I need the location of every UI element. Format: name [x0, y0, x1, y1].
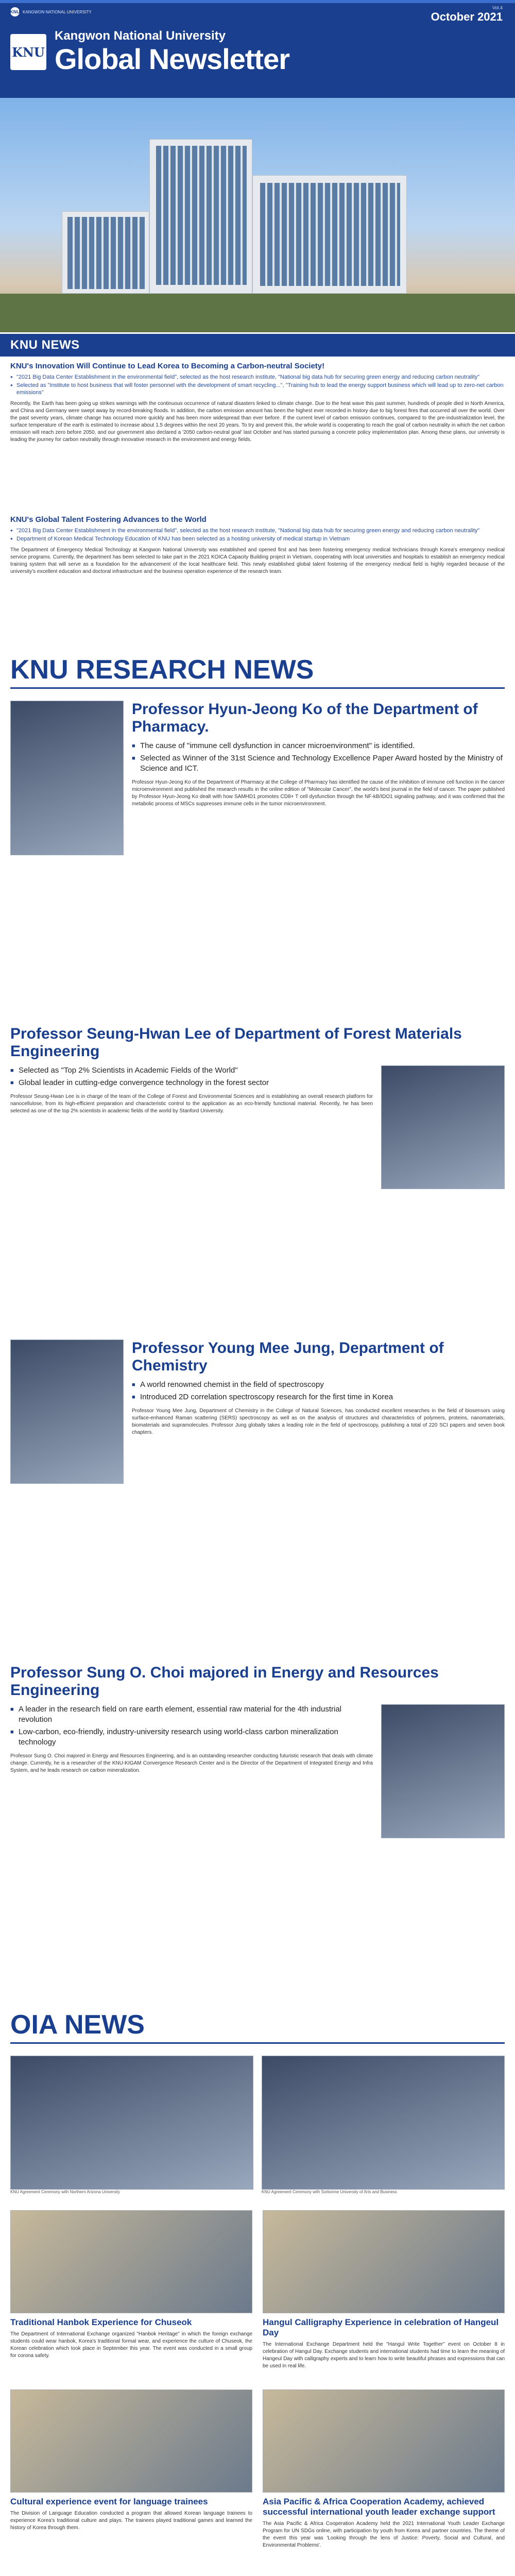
newsletter-title: Global Newsletter	[55, 43, 290, 75]
oia-item-body: The International Exchange Department held the "Hangul Write Together" event on October 8 in celebration of Hangul Day. Exchange students and international students had time to learn the meaning of Hangeul Day with calligraphy experts and to learn how to write beautiful phrases and expressions that can be used in real life.	[263, 2342, 505, 2369]
research-item-4	[10, 1664, 505, 1838]
article-bullet: ● "2021 Big Data Center Establishment in the environmental field", selected as the host research institute, "National big data hub for securing green energy and reducing carbon neutrality"	[10, 527, 505, 534]
article-bullets	[10, 527, 505, 543]
brand-logo-icon: KNU	[10, 7, 20, 16]
building-windows	[67, 217, 145, 289]
issue-info	[431, 5, 503, 24]
professor-title: Professor Seung-Hwan Lee of Department of Forest Materials Engineering	[10, 1025, 462, 1060]
research-bullets	[132, 741, 505, 774]
research-text	[10, 1704, 373, 1838]
brand	[10, 7, 92, 16]
brand-text: KANGWON NATIONAL UNIVERSITY	[23, 9, 92, 14]
research-body: Professor Young Mee Jung, Department of Chemistry in the College of Natural Sciences, has conducted excellent researches in the field of biosensors using surface-enhanced Raman scattering (SERS) spectroscopy as well as on the analysis of structures and characteristics of polymers, proteins, nanomaterials, biomaterials and supramolecules. Professor Jung globally takes a leading role in the field of spectroscopy, publishing a total of 220 SCI papers and seven book chapters.	[132, 1408, 505, 1435]
agreement-photo	[10, 2056, 253, 2190]
article-bullets	[10, 374, 505, 396]
research-bullet: ■ The cause of "immune cell dysfunction in cancer microenvironment" is identified.	[132, 741, 505, 751]
article-bullet: ● Selected as "Institute to host business that will foster personnel with the development of smart recycling...", "Training hub to lead the energy support business which will lead up to zero-net carbon emissions"	[10, 382, 505, 396]
oia-item-title: Traditional Hanbok Experience for Chuseok	[10, 2317, 192, 2327]
oia-photo-block	[262, 2056, 505, 2194]
oia-item-title: Cultural experience event for language trainees	[10, 2497, 208, 2506]
research-text	[10, 1065, 373, 1189]
oia-photo	[263, 2210, 505, 2313]
university-name: Kangwon National University	[55, 29, 226, 43]
research-body: Professor Seung-Hwan Lee is in charge of the team of the College of Forest and Environmental Sciences and is establishing an overall research platform for nanocellulose, from its high-efficient preparation and characteristic control to the application as an eco-friendly functional material. Recently, he has been selected as one of the top 2% scientists in academic fields of the world by Stanford University.	[10, 1094, 373, 1114]
oia-top-photos	[10, 2056, 505, 2194]
oia-photo-block	[10, 2056, 253, 2194]
knu-news-banner	[0, 334, 515, 357]
article-bullet: ● "2021 Big Data Center Establishment in the environmental field", selected as the host research institute, "National big data hub for securing green energy and reducing carbon neutrality"	[10, 374, 505, 381]
research-bullets	[132, 1380, 505, 1402]
article-title: KNU's Innovation Will Continue to Lead Korea to Becoming a Carbon-neutral Society!	[10, 362, 325, 370]
article-body: The Department of Emergency Medical Technology at Kangwon National University was established and opened first and has been fostering emergency medical technicians through Korea's emergency medical service programs. Currently, the department has been selected to take part in the 2021 KOICA Capacity Building project in Vietnam, cooperating with local universities and hospitals to establish an emergency medical training system that will serve as a foundation for the advancement of the local healthcare field. This newly established global talent fostering of the emergency medical field is highly regarded because of the university's excellent education and doctoral infrastructure and the business operation experience of the research team.	[10, 547, 505, 574]
research-text	[132, 1340, 505, 1484]
hero-lawn	[0, 294, 515, 332]
research-bullet: ■ A world renowned chemist in the field of spectroscopy	[132, 1380, 505, 1390]
research-row	[10, 701, 505, 855]
oia-item-title: Hangul Calligraphy Experience in celebration of Hangeul Day	[263, 2317, 499, 2337]
oia-item-title: Asia Pacific & Africa Cooperation Academy, achieved successful international youth leader exchange support	[263, 2497, 495, 2517]
oia-photo-row	[10, 2056, 505, 2194]
building-windows	[260, 183, 400, 286]
hero-campus-image	[0, 98, 515, 332]
professor-title: Professor Sung O. Choi majored in Energy and Resources Engineering	[10, 1664, 439, 1699]
research-bullets	[10, 1704, 373, 1748]
article-title: KNU's Global Talent Fostering Advances to the World	[10, 515, 207, 524]
issue-month: October 2021	[431, 10, 503, 23]
knu-news-article-1	[10, 362, 505, 448]
research-bullet: ■ Selected as Winner of the 31st Science and Technology Excellence Paper Award hosted by the Ministry of Science and ICT.	[132, 753, 505, 774]
research-bullet: ■ Introduced 2D correlation spectroscopy research for the first time in Korea	[132, 1392, 505, 1402]
research-body: Professor Sung O. Choi majored in Energy and Resources Engineering, and is an outstanding researcher conducting futuristic research that deals with climate change. Currently, he is a researcher of the KNU-KIGAM Convergence Research Center and is the Director of the Department of Integrated Energy and Infra System, and he leads research on carbon mineralization.	[10, 1753, 373, 1773]
professor-photo	[10, 701, 124, 855]
research-bullet: ■ A leader in the research field on rare earth element, essential raw material for the 4th industrial revolution	[10, 1704, 373, 1725]
oia-photo	[10, 2210, 252, 2313]
photo-caption: KNU Agreement Ceremony with Northern Arizona University	[10, 2190, 120, 2194]
research-body: Professor Hyun-Jeong Ko of the Department of Pharmacy at the College of Pharmacy has identified the cause of the inhibition of immune cell function in the cancer microenvironment and published the research results in the online edition of "Molecular Cancer", the world's best journal in the field of cancer. The paper published by Professor Hyun-Jeong Ko dealt with how SAMHD1 promotes CD8+ T cell dysfunction through the NF-kB/IDO1 signaling pathway, and it was confirmed that the metabolic process of MSCs suppresses immune cells in the tumor microenvironment.	[132, 779, 505, 807]
oia-item	[10, 2389, 252, 2553]
research-item-1	[10, 701, 505, 855]
photo-caption: KNU Agreement Ceremony with Sorbonne University of Arts and Business	[262, 2190, 397, 2194]
oia-item-body: The Division of Language Education conducted a program that allowed Korean language trainees to experience Korea's traditional culture and plays. The trainees played traditional games and learned the history of Korea through them.	[10, 2511, 252, 2531]
research-bullet: ■ Low-carbon, eco-friendly, industry-university research using world-class carbon mineralization technology	[10, 1727, 373, 1748]
research-row	[10, 1065, 505, 1189]
oia-title: OIA NEWS	[10, 2009, 505, 2044]
knu-logo-icon: KNU	[10, 34, 46, 70]
research-title: KNU RESEARCH NEWS	[10, 654, 505, 689]
oia-item	[263, 2210, 505, 2374]
research-bullet: ■ Selected as "Top 2% Scientists in Academic Fields of the World"	[10, 1065, 373, 1076]
research-item-3	[10, 1340, 505, 1484]
article-bullet: ● Department of Korean Medical Technology Education of KNU has been selected as a hosting university of medical startup in Vietnam	[10, 535, 505, 543]
research-bullet: ■ Global leader in cutting-edge convergence technology in the forest sector	[10, 1078, 373, 1088]
professor-title: Professor Hyun-Jeong Ko of the Department of Pharmacy.	[132, 701, 478, 735]
building-low	[62, 211, 149, 294]
knu-news-article-2	[10, 515, 505, 580]
header	[0, 0, 515, 98]
oia-photo	[10, 2389, 252, 2493]
oia-section-title	[10, 2009, 505, 2044]
oia-photo	[263, 2389, 505, 2493]
issue-volume: Vol.4	[492, 5, 503, 10]
oia-item-body: The Asia Pacific & Africa Cooperation Academy held the 2021 International Youth Leader Exchange Program for UN SDGs online, with participation by youth from Korea and partner countries. The theme of the event this year was 'Looking through the lens of Justice: Poverty, Social and Cultural, and Environmental Problems'.	[263, 2521, 505, 2548]
building-wing	[252, 175, 407, 294]
title-block	[10, 29, 289, 75]
research-section-title	[10, 654, 505, 689]
building-windows	[156, 146, 247, 285]
agreement-photo	[262, 2056, 505, 2190]
professor-title: Professor Young Mee Jung, Department of Chemistry	[132, 1340, 444, 1374]
header-stripe	[0, 0, 515, 3]
professor-photo	[10, 1340, 124, 1484]
oia-item	[10, 2210, 252, 2374]
article-body: Recently, the Earth has been going up strikes warnings with the continuous occurrence of natural disasters linked to climate change. Due to the heat wave this past summer, hundreds of people died in North America, and China and Germany were swept away by record-breaking floods. In addition, the carbon emission amount has been the highest ever recorded in history due to big forest fires that occurred all over the world. Over the past seventy years, climate change has occurred more quickly and has been more widespread than ever before. If the current level of carbon emission continues, compared to the pre-industrialization level, the surface temperature of the earth is estimated to increase about 1.5 degrees within the next 20 years. To try and prevent this, the whole world is cooperating to reach the goal of carbon neutrality in which the net carbon emission will reach zero before 2050, and our government also declared a '2050 carbon-neutral goal' last October and has started pursuing a concrete policy implementation plan. Among these plans, our university is leading the journey for carbon neutrality through innovative research in the environment and energy fields.	[10, 401, 505, 443]
professor-photo	[381, 1704, 505, 1838]
research-text	[132, 701, 505, 855]
oia-grid	[10, 2210, 505, 2553]
oia-item	[263, 2389, 505, 2553]
research-item-2	[10, 1025, 505, 1189]
knu-news-title: KNU NEWS	[10, 338, 80, 352]
professor-photo	[381, 1065, 505, 1189]
building-tower	[149, 139, 252, 294]
research-row	[10, 1340, 505, 1484]
research-bullets	[10, 1065, 373, 1088]
oia-item-body: The Department of International Exchange organized "Hanbok Heritage" in which the foreign exchange students could wear hanbok, Korea's traditional formal wear, and experience the culture of Chuseok, the Korean celebration which took place in September this year. The event was conducted in a small group for corona safety.	[10, 2331, 252, 2359]
research-row	[10, 1704, 505, 1838]
title-text	[55, 29, 289, 75]
